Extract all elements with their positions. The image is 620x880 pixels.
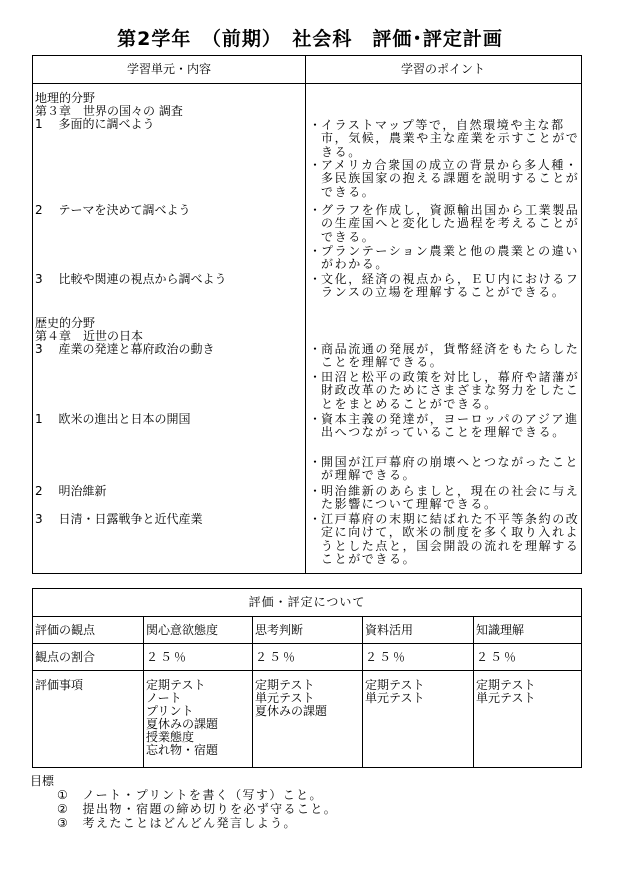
row-divider	[33, 670, 581, 671]
unit-field-hist: 歴史的分野	[35, 316, 96, 330]
row-label-viewpoint: 評価の観点	[35, 623, 96, 637]
point-item: ・ 文化，経済の視点から，ＥＵ内におけるフランスの立場を理解することができる。	[309, 272, 580, 300]
row-divider	[33, 616, 581, 617]
unit-item: 3 比較や関連の視点から調べよう	[35, 272, 227, 286]
bullet: ・	[309, 512, 323, 526]
point-item: ・ プランテーション農業と他の農業との違いがわかる。	[309, 244, 579, 272]
point-item: ・ グラフを作成し，資源輸出国から工業製品の生産国へと変化した過程を考えることができる。	[309, 203, 580, 244]
header-divider	[33, 83, 581, 84]
point-item: ・ 田沼と松平の政策を対比し，幕府や諸藩が財政改革のためにさまざまな努力をしたことをまとめることができる。	[309, 370, 580, 411]
column-divider	[473, 616, 474, 767]
point-item: ・ 江戸幕府の末期に結ばれた不平等条約の改定に向けて，欧米の制度を多く取り入れようとした点と，国会開設の流れを理解することができる。	[309, 512, 580, 567]
unit-item: 3 産業の発達と幕府政治の動き	[35, 342, 215, 356]
unit-item: 1 多面的に調べよう	[35, 117, 155, 131]
unit-chapter: 第４章 近世の日本	[35, 329, 144, 343]
bullet: ・	[309, 412, 323, 426]
goals-heading: 目標	[30, 774, 55, 788]
header-points: 学習のポイント	[400, 62, 485, 76]
unit-item: 2 明治維新	[35, 484, 107, 498]
column-divider	[252, 616, 253, 767]
point-item: ・ 商品流通の発展が，貨幣経済をもたらしたことを理解できる。	[309, 342, 580, 370]
col-ratio: ２５％	[365, 650, 408, 664]
bullet: ・	[309, 370, 323, 384]
bullet: ・	[309, 118, 323, 132]
col-name: 知識理解	[476, 623, 525, 637]
col-items: 定期テスト 単元テスト	[476, 678, 536, 705]
goal-item: ① ノート・プリントを書く（写す）こと。	[57, 788, 323, 802]
column-divider	[362, 616, 363, 767]
unit-field-geo: 地理的分野	[35, 91, 96, 105]
point-item: ・ アメリカ合衆国の成立の背景から多人種・多民族国家の抱える課題を説明することができる。	[309, 158, 580, 199]
col-name: 資料活用	[365, 623, 414, 637]
point-item: ・ 明治維新のあらましと，現在の社会に与えた影響について理解できる。	[309, 484, 580, 512]
bullet: ・	[309, 158, 323, 172]
unit-item: 2 テーマを決めて調べよう	[35, 203, 191, 217]
point-item: ・ イラストマップ等で，自然環境や主な都市，気候，農業や主な産業を示すことができる。	[309, 118, 580, 159]
bullet: ・	[309, 484, 323, 498]
point-item: ・ 開国が江戸幕府の崩壊へとつながったことが理解できる。	[309, 455, 580, 483]
unit-item: 3 日清・日露戦争と近代産業	[35, 512, 203, 526]
row-label-items: 評価事項	[35, 678, 84, 692]
bullet: ・	[309, 272, 323, 286]
bullet: ・	[309, 203, 323, 217]
unit-chapter: 第３章 世界の国々の 調査	[35, 104, 183, 118]
col-name: 思考判断	[255, 623, 304, 637]
evaluation-caption: 評価・評定について	[248, 595, 366, 609]
col-items: 定期テスト 単元テスト 夏休みの課題	[255, 678, 328, 718]
point-item: ・ 資本主義の発達が，ヨーロッパのアジア進出へつながっていることを理解できる。	[309, 412, 579, 440]
col-ratio: ２５％	[146, 650, 189, 664]
goal-item: ③ 考えたことはどんどん発言しよう。	[57, 816, 297, 830]
evaluation-table	[32, 588, 582, 768]
column-divider	[143, 616, 144, 767]
col-ratio: ２５％	[476, 650, 519, 664]
goal-item: ② 提出物・宿題の締め切りを必ず守ること。	[57, 802, 338, 816]
col-items: 定期テスト ノート プリント 夏休みの課題 授業態度 忘れ物・宿題	[146, 678, 219, 757]
plan-table	[32, 55, 582, 574]
bullet: ・	[309, 244, 323, 258]
bullet: ・	[309, 455, 323, 469]
column-divider	[305, 56, 306, 573]
header-unit: 学習単元・内容	[126, 62, 211, 76]
col-items: 定期テスト 単元テスト	[365, 678, 425, 705]
page-title: 第2学年 （前期） 社会科 評価･評定計画	[117, 28, 503, 50]
row-label-ratio: 観点の割合	[35, 650, 96, 664]
row-divider	[33, 643, 581, 644]
unit-item: 1 欧米の進出と日本の開国	[35, 412, 191, 426]
bullet: ・	[309, 342, 323, 356]
col-ratio: ２５％	[255, 650, 298, 664]
col-name: 関心意欲態度	[146, 623, 219, 637]
